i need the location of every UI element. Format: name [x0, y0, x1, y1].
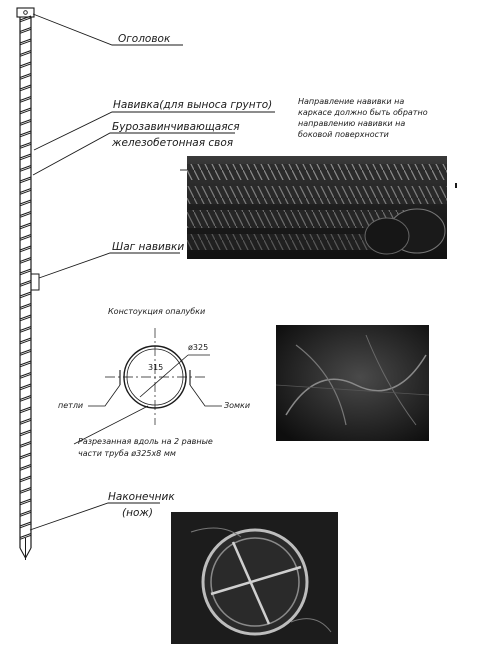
helix-turn: [20, 223, 31, 229]
label-tip-line1: Наконечник: [108, 491, 175, 503]
cut-pipe-line1: Разрезанная вдоль на 2 равные: [78, 437, 213, 446]
label-winding: Навивка(для выноса грунто): [113, 99, 273, 111]
helix-turn: [20, 269, 31, 275]
helix-turn: [20, 522, 31, 528]
helix-turn: [20, 97, 31, 103]
photo-rebar-cages: [187, 156, 447, 259]
diameter-label: ø325: [188, 343, 209, 352]
helix-turn: [20, 292, 31, 298]
note-line2: каркасе должно быть обратно: [298, 108, 428, 117]
cut-pipe-line2: части труба ø325х8 мм: [78, 449, 176, 458]
helix-turn: [20, 235, 31, 241]
helix-turn: [20, 430, 31, 436]
photo-formwork-closeup: [276, 325, 429, 441]
label-tip-line2: (нож): [122, 507, 153, 519]
locks-label: Зомки: [224, 401, 251, 410]
helix-turn: [20, 373, 31, 379]
helix-turn: [20, 85, 31, 91]
helix-turn: [20, 350, 31, 356]
helix-turn: [20, 361, 31, 367]
helix-turn: [20, 396, 31, 402]
helix-turn: [20, 189, 31, 195]
helix-turn: [20, 384, 31, 390]
formwork-title: Констоукция опалубки: [108, 307, 206, 316]
helix-turn: [20, 28, 31, 34]
helix-turn: [20, 281, 31, 287]
photo-pile-tip: [171, 512, 338, 644]
helix-turn: [20, 74, 31, 80]
helix-turn: [20, 453, 31, 459]
helix-turn: [20, 212, 31, 218]
helix-turn: [20, 327, 31, 333]
helix-turn: [20, 442, 31, 448]
helix-turn: [20, 177, 31, 183]
helix-turn: [20, 166, 31, 172]
helix-turn: [20, 258, 31, 264]
helix-turn: [20, 143, 31, 149]
edge-mark: [455, 183, 457, 188]
note-line3: направлению навивки на: [298, 119, 406, 128]
helix-turn: [20, 39, 31, 45]
helix-turn: [20, 154, 31, 160]
helix-turn: [20, 304, 31, 310]
helix-turn: [20, 407, 31, 413]
helix-turn: [20, 108, 31, 114]
helix-turn: [20, 476, 31, 482]
label-step: Шаг навивки: [112, 241, 185, 253]
label-pile-line2: железобетонная своя: [112, 137, 234, 149]
helix-turn: [20, 62, 31, 68]
loops-label: петли: [58, 401, 84, 410]
radius-label: 315: [148, 363, 164, 372]
helix-turn: [20, 338, 31, 344]
helical-winding: [20, 16, 31, 539]
helix-turn: [20, 419, 31, 425]
helix-turn: [20, 120, 31, 126]
helix-turn: [20, 51, 31, 57]
winding-direction-note: [298, 96, 428, 140]
helix-turn: [20, 246, 31, 252]
step-bracket: [31, 274, 39, 290]
note-line1: Направление навивки на: [298, 97, 405, 106]
helix-turn: [20, 511, 31, 517]
label-pile-line1: Бурозавинчивающаяся: [112, 121, 240, 133]
helix-turn: [20, 499, 31, 505]
helix-turn: [20, 200, 31, 206]
helix-turn: [20, 315, 31, 321]
helix-turn: [20, 488, 31, 494]
helix-turn: [20, 131, 31, 137]
note-line4: боковой поверхности: [298, 130, 389, 139]
label-head: Оголовок: [118, 33, 171, 45]
helix-turn: [20, 465, 31, 471]
pile-head-cap: [17, 8, 34, 17]
